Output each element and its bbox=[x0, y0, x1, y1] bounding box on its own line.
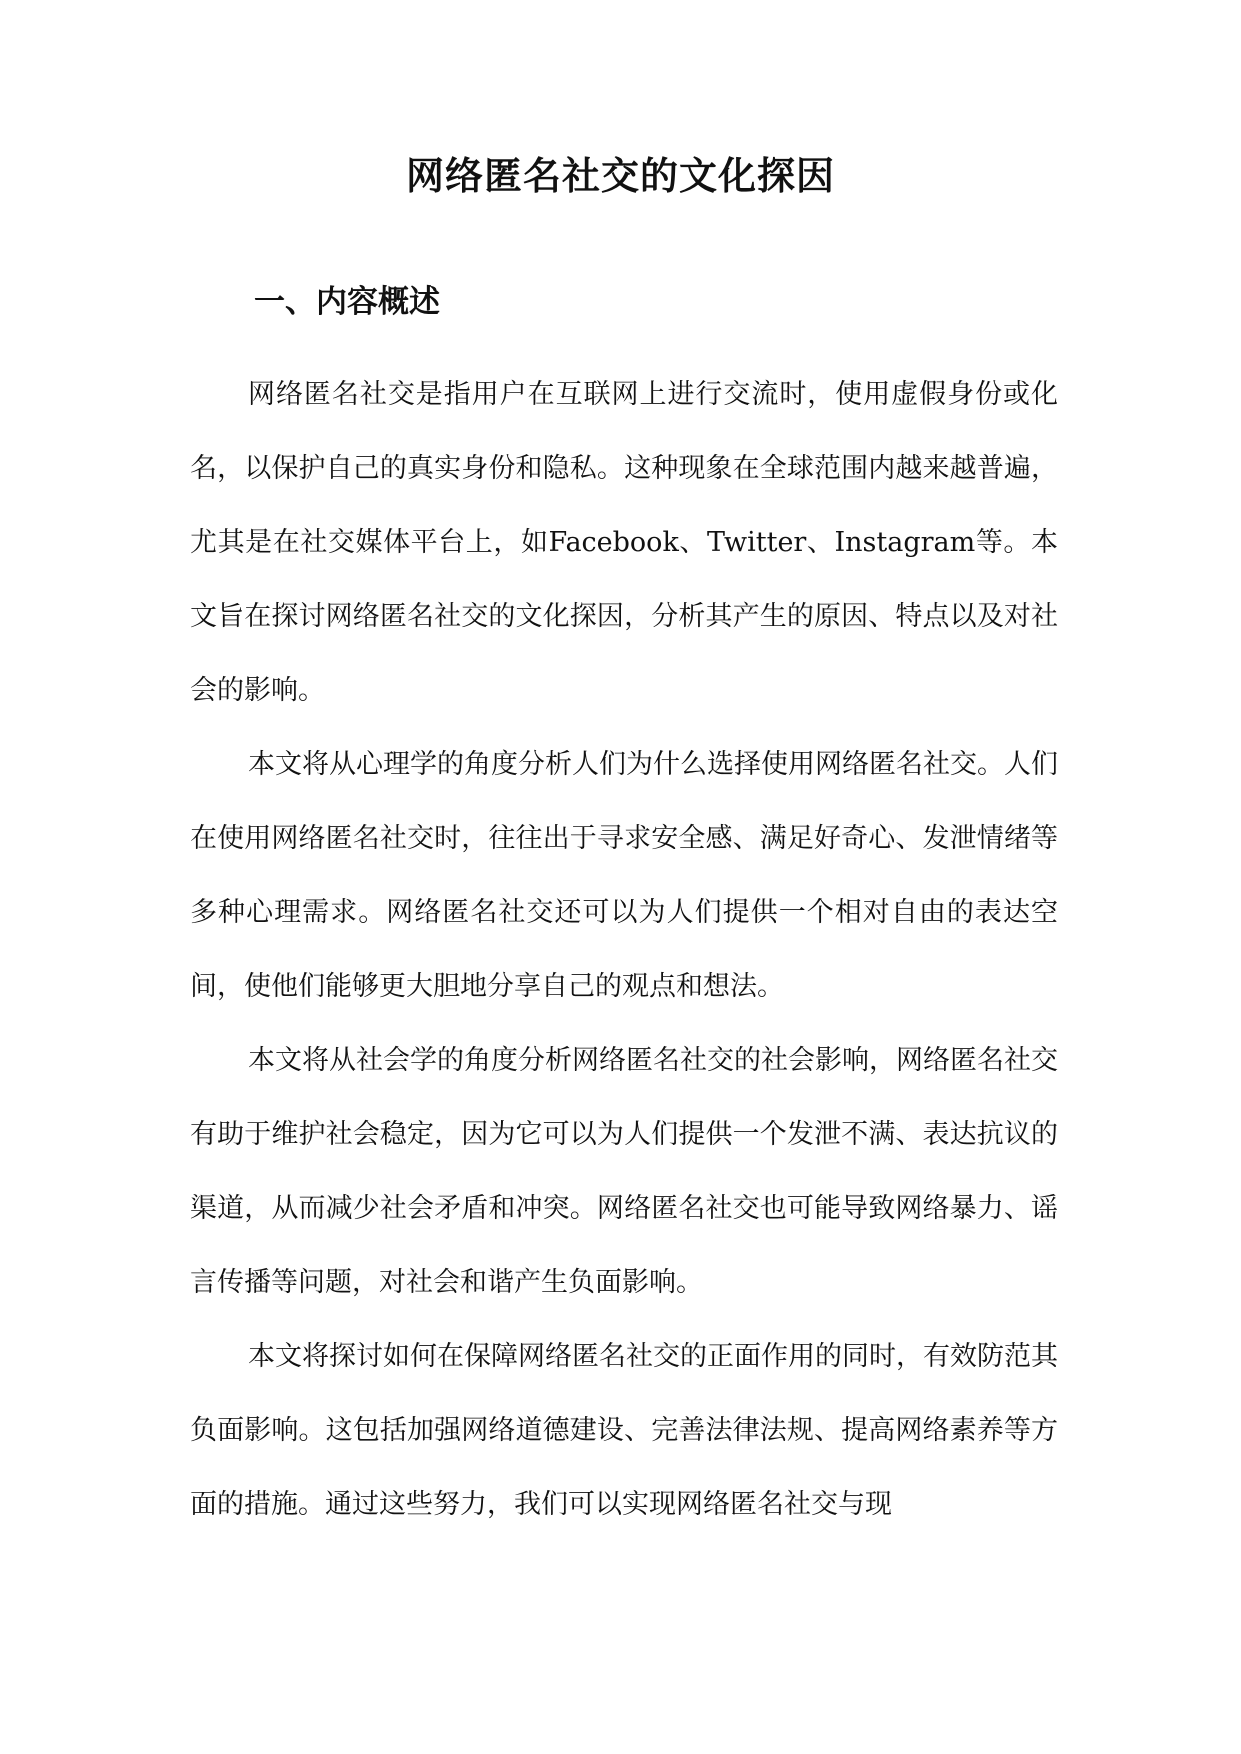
paragraph-1: 网络匿名社交是指用户在互联网上进行交流时，使用虚假身份或化名，以保护自己的真实身份和隐私。这种现象在全球范围内越来越普遍，尤其是在社交媒体平台上，如Facebook、Twitter、Instagram等。本文旨在探讨网络匿名社交的文化探因，分析其产生的原因、特点以及对社会的影响。 bbox=[190, 379, 1058, 706]
body-text bbox=[190, 358, 1058, 1542]
document-title: 网络匿名社交的文化探因 bbox=[405, 153, 835, 198]
paragraph-2: 本文将从心理学的角度分析人们为什么选择使用网络匿名社交。人们在使用网络匿名社交时，往往出于寻求安全感、满足好奇心、发泄情绪等多种心理需求。网络匿名社交还可以为人们提供一个相对自由的表达空间，使他们能够更大胆地分享自己的观点和想法。 bbox=[190, 749, 1058, 1002]
paragraph-3: 本文将从社会学的角度分析网络匿名社交的社会影响，网络匿名社交有助于维护社会稳定，因为它可以为人们提供一个发泄不满、表达抗议的渠道，从而减少社会矛盾和冲突。网络匿名社交也可能导致网络暴力、谣言传播等问题，对社会和谐产生负面影响。 bbox=[190, 1045, 1058, 1298]
paragraph-4: 本文将探讨如何在保障网络匿名社交的正面作用的同时，有效防范其负面影响。这包括加强网络道德建设、完善法律法规、提高网络素养等方面的措施。通过这些努力，我们可以实现网络匿名社交与现 bbox=[190, 1341, 1058, 1520]
section-heading: 一、内容概述 bbox=[254, 284, 440, 320]
